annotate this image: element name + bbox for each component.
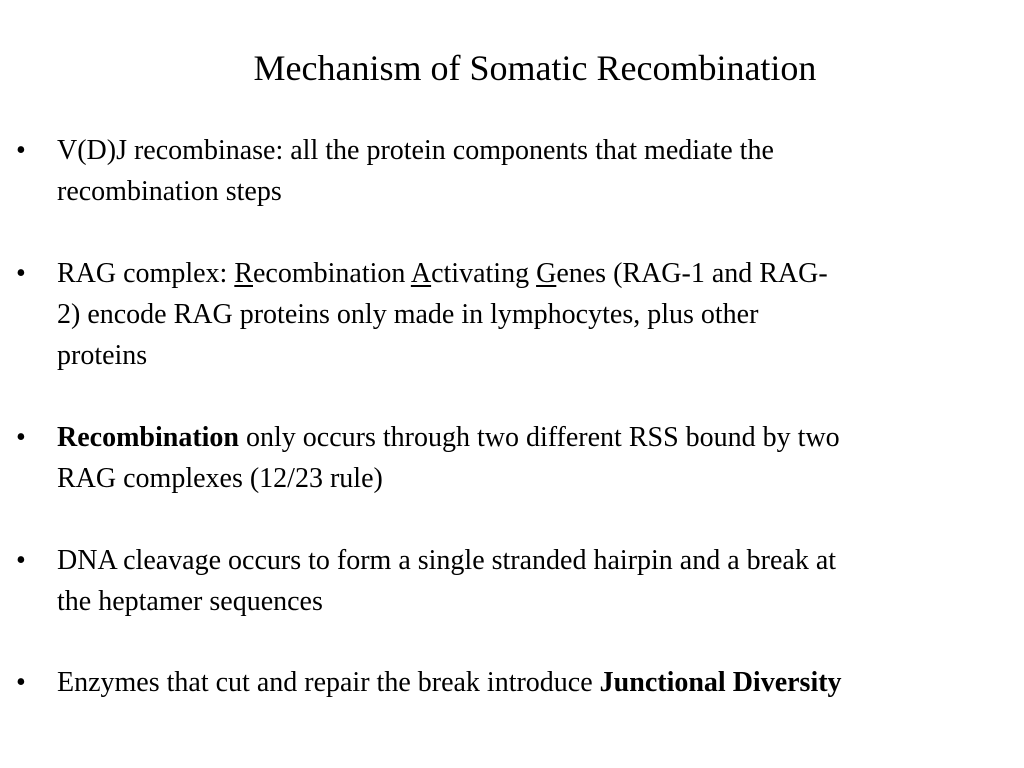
acronym-letter-r: R	[234, 258, 253, 289]
bold-term: Junctional Diversity	[599, 667, 842, 698]
bullet-text	[57, 662, 1017, 703]
bold-term: Recombination	[57, 422, 239, 453]
bullet-line: 2) encode RAG proteins only made in lymphocytes, plus other	[57, 299, 759, 330]
bullet-line: V(D)J recombinase: all the protein components that mediate the	[57, 135, 774, 166]
bullet-line-rest: only occurs through two different RSS bound by two	[239, 422, 840, 453]
acronym-letter-g: G	[536, 258, 557, 289]
bullet-line-prefix: RAG complex:	[57, 258, 235, 289]
bullet-text	[57, 417, 1017, 499]
bullet-line: the heptamer sequences	[57, 586, 323, 617]
bullet-marker: •	[16, 135, 26, 166]
bullet-line-lead: Enzymes that cut and repair the break introduce	[57, 667, 600, 698]
bullet-marker: •	[16, 667, 26, 698]
bullet-marker: •	[16, 422, 26, 453]
bullet-line: proteins	[57, 340, 148, 371]
bullet-line: DNA cleavage occurs to form a single stranded hairpin and a break at	[57, 545, 837, 576]
bullet-marker: •	[16, 258, 26, 289]
slide-title: Mechanism of Somatic Recombination	[253, 48, 817, 88]
acronym-word-rest: ecombination	[253, 258, 411, 289]
bullet-text	[57, 253, 1017, 376]
bullet-text	[57, 540, 1017, 622]
acronym-letter-a: A	[410, 258, 432, 289]
bullet-marker: •	[16, 545, 26, 576]
acronym-word-rest: ctivating	[431, 258, 537, 289]
bullet-text	[57, 130, 1017, 212]
bullet-line: RAG complexes (12/23 rule)	[57, 463, 383, 494]
acronym-word-rest: enes (RAG-1 and RAG-	[556, 258, 828, 289]
bullet-line: recombination steps	[57, 176, 282, 207]
